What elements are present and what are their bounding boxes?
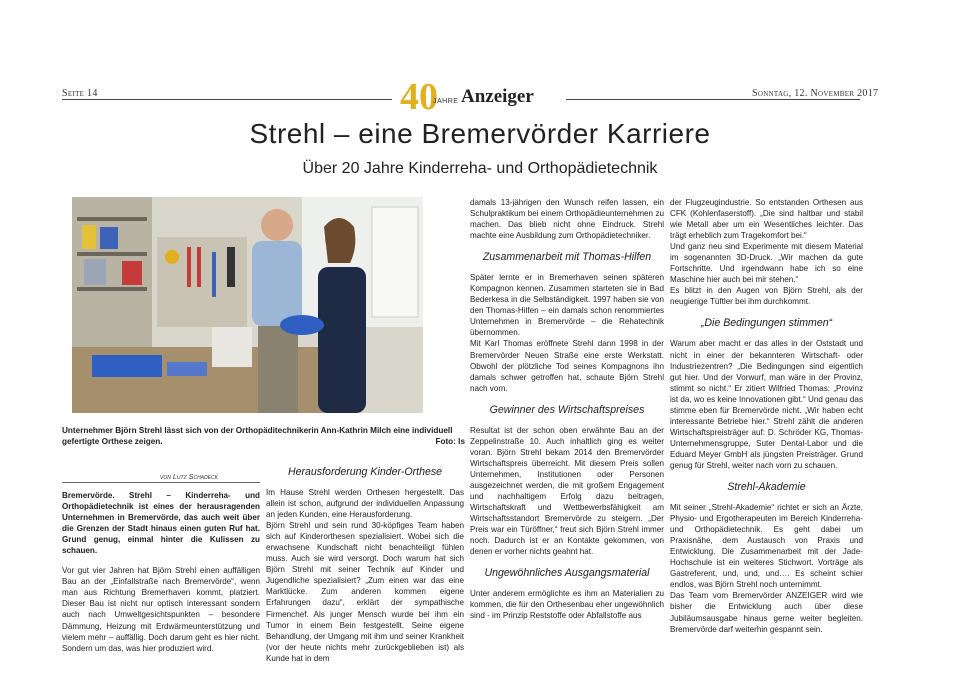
photo-credit: Foto: ls (435, 437, 465, 446)
col3-paragraph-2: Später lernte er in Bremerhaven seinen späteren Kompagnon kennen. Zusammen starteten sie in Bad Bederkesa in die Selbständigkeit. 1997 haben sie von den Thomas-Hilfen – ein damals schon renommiertes Unternehmen in Bremervörde – die Rehatechnik übernommen. (470, 273, 664, 338)
logo-years-label: JAHRE (433, 98, 459, 105)
col1-paragraph-1: Vor gut vier Jahren hat Björn Strehl einen auffälligen Bau an der „Einfallstraße nach Bremervörde“, wenn man aus Richtung Bremerhaven kommt, platziert. Dieser Bau ist nicht nur optisch interessant sondern auch nach Umweltgesichtspunkten – besondere Dämmung, Heizung mit Erdwärmeunterstützung und vielem mehr – auffällig. Doch darum geht es hier nicht. Sondern um das, was hier produziert wird. (62, 566, 260, 653)
column-2 (266, 462, 464, 664)
caption-text: Unternehmer Björn Strehl lässt sich von der Orthopäditechnikerin Ann-Kathrin Milch eine individuell gefertigte Orthese zeigen. (62, 426, 453, 446)
col2-paragraph-1: Im Hause Strehl werden Orthesen hergestellt. Das allein ist schon, aufgrund der individuellen Anpassung an jeden Kunden, eine Herausforderung. (266, 488, 464, 520)
page-number: Seite 14 (62, 88, 98, 99)
subheading-3: Gewinner des Wirtschaftspreises (489, 403, 645, 416)
logo-anniversary-number: 40 (400, 76, 438, 118)
col4-paragraph-1: der Flugzeugindustrie. So entstanden Orthesen aus CFK (Kohlenfaserstoff). „Die sind haltbar und stabil wie Metall aber um ein Wesentliches leichter. Das trägt erheblich zum Tragekomfort bei.“ (670, 198, 863, 241)
col3-paragraph-1: damals 13-jährigen den Wunsch reifen lassen, ein Schulpraktikum bei einem Orthopädieunternehmen zu machen. Das blieb nicht ohne Eindruck. Strehl machte eine Ausbildung zum Orthopädietechniker. (470, 198, 664, 241)
subheading-4: Ungewöhnliches Ausgangsmaterial (484, 567, 650, 580)
subheading-1: Herausforderung Kinder-Orthese (287, 466, 443, 478)
photo-caption (62, 425, 465, 447)
column-1 (62, 490, 260, 654)
subheading-5: „Die Bedingungen stimmen“ (700, 317, 833, 330)
col4-paragraph-3: Es blitzt in den Augen von Björn Strehl, als der neugierige Tüftler bei ihm durchkommt. (670, 286, 863, 307)
col3-paragraph-5: Unter anderem ermöglichte es ihm an Materialien zu kommen, die für den Orthesenbau eher ungewöhnlich sind - im Prinzip Reststoffe oder Abfallstoffe aus (470, 589, 664, 621)
col4-paragraph-5: Mit seiner „Strehl-Akademie“ richtet er sich an Ärzte, Physio- und Ergotherapeuten im Bereich Kinderreha- und Orthopädietechnik. Es geht dabei um Praxisnähe, dem Austausch von Praxis und Entwicklung. Die Zusammenarbeit mit der Jade-Hochschule ist ein weiteres Stichwort. Vorträge als Gastreferent, und, und, und…. Es scheint schier endlos, was Björn Strehl noch unternimmt. (670, 503, 863, 590)
byline: von Lutz Schadeck (160, 472, 218, 481)
subheading-2: Zusammenarbeit mit Thomas-Hilfen (482, 251, 652, 264)
article-photo (72, 197, 423, 413)
column-3 (470, 197, 664, 621)
col4-paragraph-6: Das Team vom Bremervörder ANZEIGER wird wie bisher die Entwicklung auch über diese Jubiläumsausgabe hinaus gerne weiter begleiten. Bremervörde darf weiterhin gespannt sein. (670, 591, 863, 634)
byline-rule (62, 482, 260, 483)
workshop-photo-illustration (72, 197, 423, 413)
issue-date: Sonntag, 12. November 2017 (752, 88, 879, 99)
col4-paragraph-4: Warum aber macht er das alles in der Oststadt und nicht in einer der bekannteren Wirtschaft- oder Industriezentren? „Die Bedingungen sind eigentlich gut hier. Und der Vorwurf, man wäre in der Provinz, stimmt so nicht.“ Er zitiert Wilfried Thomas: „Provinz ist da, wo es keine Innovationen gibt.“ Und genau das stimme eben für Bremervörde nicht. „Wir haben echt interessante Betriebe hier.“ Strehl zählt die anderen Wirtschaftspreisträger auf: D. Schröder KG, Thomas-Unternehmensgruppe, Suter Dental-Labor und die Eduard Meyer GmbH als jüngsten Preisträger. Grund genug für Strehl, weiter nach vorn zu schauen. (670, 339, 863, 470)
col4-paragraph-2: Und ganz neu sind Experimente mit diesem Material im sogenannten 3D-Druck. „Wir machen da gute Fortschritte. Und irgendwann habe ich so eine Maschine hier auch bei mir stehen.“ (670, 242, 863, 285)
col3-paragraph-4: Resultat ist der schon oben erwähnte Bau an der Zeppelinstraße 10. Auch inhaltlich ging es weiter voran. Björn Strehl bekam 2014 den Bremervörder Wirtschaftspreis überreicht. Mit diesem Preis sollen Unternehmen, Institutionen oder Personen ausgezeichnet werden, die mit großem Engagement und nachhaltigem Erfolg dazu beitragen, Wirtschaftskraft und Wettbewerbsfähigkeit am Wirtschaftsstandort Bremervörde zu steigern. „Der Preis war ein Türöffner,“ freut sich Björn Strehl immer noch. Dadurch ist er an Kontakte gekommen, von denen er vorher nichts geahnt hat. (470, 425, 664, 557)
col2-paragraph-2: Björn Strehl und sein rund 30-köpfiges Team haben sich auf Kinderorthesen spezialisiert. Wobei sich die erwachsene Kundschaft nicht benachteiligt fühlen muss. Auch sie wird versorgt. Doch warum hat sich Björn Strehl mit seiner Technik auf Kinder und Jugendliche spezialisiert? „Zum einen war das eine Marktlücke. Zum anderen kommen eigene Erfahrungen dazu“, erklärt der sympathische Firmenchef. Als junger Mensch wurde bei ihm ein Tumor in einem Bein festgestellt. Seine eigene Behandlung, der Umgang mit ihm und seiner Krankheit (vor der heute nichts mehr zurückgeblieben ist) als Kunde hat in dem (266, 521, 464, 663)
logo-name: Anzeiger (461, 86, 534, 107)
column-4 (670, 197, 863, 635)
subheading-6: Strehl-Akademie (727, 481, 806, 494)
newspaper-logo (400, 76, 570, 118)
lead-paragraph: Bremervörde. Strehl – Kinderreha- und Orthopädietechnik ist eines der herausragenden Unternehmen in Bremervörde, das auch weit über die Grenzen der Stadt hinaus einen guten Ruf hat. Grund genug, einmal hinter die Kulissen zu schauen. (62, 491, 260, 556)
header-rule-left (62, 99, 392, 100)
col3-paragraph-3: Mit Karl Thomas eröffnete Strehl dann 1998 in der Bremervörder Neuen Straße eine erste Werkstatt. Obwohl der plötzliche Tod seines Kompagnons ihn damals schwer getroffen hat, schaute Björn Strehl nach vorn. (470, 339, 664, 393)
header-rule-right (566, 99, 860, 100)
article-title: Strehl – eine Bremervörder Karriere (249, 118, 711, 149)
article-subtitle: Über 20 Jahre Kinderreha- und Orthopädietechnik (302, 160, 658, 177)
